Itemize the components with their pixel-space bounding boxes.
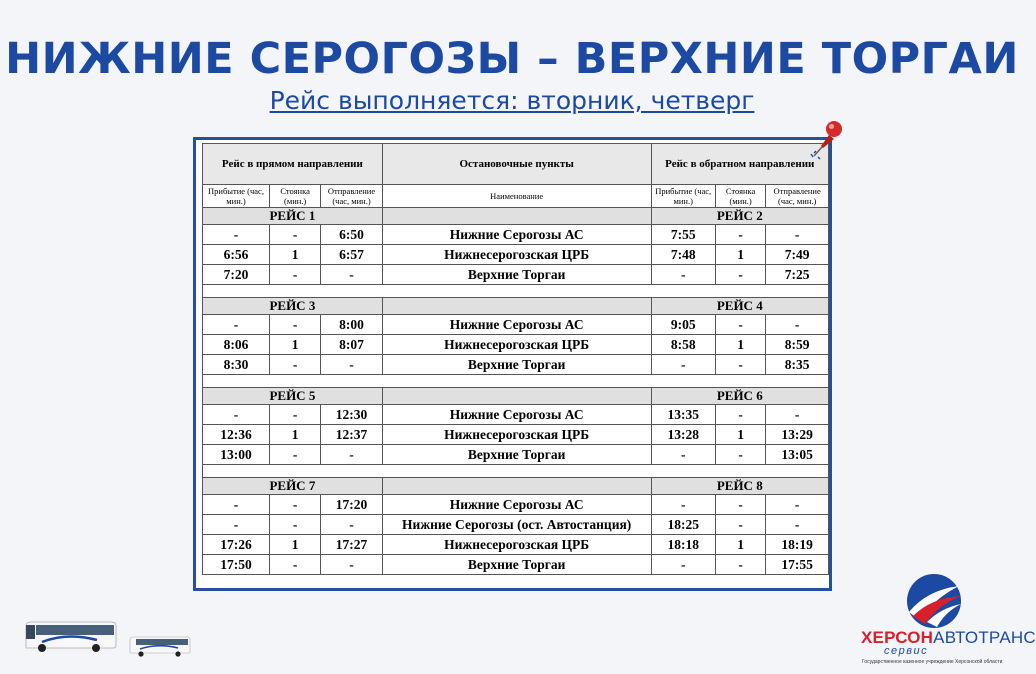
forward-departure-cell: 8:07 [321, 335, 383, 355]
forward-stay-cell: 1 [269, 535, 320, 555]
forward-stay-cell: - [269, 495, 320, 515]
table-row [203, 445, 829, 465]
backward-departure-cell: - [766, 495, 829, 515]
stop-name-cell: Нижние Серогозы АС [382, 405, 651, 425]
stop-name-cell: Верхние Торгаи [382, 265, 651, 285]
table-row [203, 555, 829, 575]
forward-departure-cell: 17:27 [321, 535, 383, 555]
table-row [203, 405, 829, 425]
backward-arrival-cell: 7:55 [651, 225, 715, 245]
forward-stay-cell: - [269, 315, 320, 335]
stop-name-cell: Нижнесерогозская ЦРБ [382, 535, 651, 555]
forward-arrival-cell: - [203, 315, 270, 335]
trip-header-row [203, 208, 829, 225]
table-row [203, 515, 829, 535]
trip-header-row [203, 388, 829, 405]
backward-arrival-cell: - [651, 495, 715, 515]
backward-stay-cell: 1 [715, 425, 765, 445]
table-subheader-row [203, 185, 829, 208]
backward-arrival-cell: - [651, 445, 715, 465]
stop-name-cell: Нижние Серогозы АС [382, 495, 651, 515]
forward-stay-cell: - [269, 405, 320, 425]
backward-stay-cell: - [715, 225, 765, 245]
forward-trip-label: РЕЙС 1 [203, 208, 383, 225]
bus-icon [128, 636, 192, 658]
backward-direction-header: Рейс в обратном направлении [651, 144, 828, 185]
spacer-cell [203, 465, 829, 478]
backward-arrival-cell: 13:28 [651, 425, 715, 445]
table-row [203, 225, 829, 245]
brand-name-red: ХЕРСОН [861, 628, 934, 647]
spacer-row [203, 465, 829, 478]
backward-stay-cell: - [715, 515, 765, 535]
trip-header-blank [382, 208, 651, 225]
backward-departure-cell: 13:29 [766, 425, 829, 445]
schedule-table [202, 143, 829, 575]
backward-departure-cell: 8:59 [766, 335, 829, 355]
spacer-row [203, 375, 829, 388]
stop-name-cell: Верхние Торгаи [382, 355, 651, 375]
spacer-row [203, 285, 829, 298]
forward-departure-cell: - [321, 445, 383, 465]
forward-arrival-cell: 13:00 [203, 445, 270, 465]
forward-stay-cell: - [269, 555, 320, 575]
stops-header: Остановочные пункты [382, 144, 651, 185]
forward-departure-cell: 12:30 [321, 405, 383, 425]
forward-stay-cell: 1 [269, 425, 320, 445]
forward-stay-cell: - [269, 225, 320, 245]
table-row [203, 315, 829, 335]
forward-departure-cell: - [321, 265, 383, 285]
backward-arrival-cell: 18:25 [651, 515, 715, 535]
backward-arrival-header: Прибытие (час, мин.) [651, 185, 715, 208]
bus-icon [22, 620, 118, 654]
table-row [203, 535, 829, 555]
stop-name-cell: Нижние Серогозы АС [382, 225, 651, 245]
backward-departure-cell: 17:55 [766, 555, 829, 575]
backward-stay-cell: - [715, 405, 765, 425]
table-row [203, 265, 829, 285]
forward-arrival-cell: 6:56 [203, 245, 270, 265]
brand-note: Государственное казенное учреждение Херсонской области [862, 659, 1003, 665]
spacer-cell [203, 375, 829, 388]
forward-stay-cell: 1 [269, 335, 320, 355]
backward-stay-cell: - [715, 495, 765, 515]
forward-departure-header: Отправление (час, мин.) [321, 185, 383, 208]
backward-departure-cell: 7:49 [766, 245, 829, 265]
trip-header-row [203, 478, 829, 495]
backward-arrival-cell: 9:05 [651, 315, 715, 335]
backward-stay-cell: - [715, 315, 765, 335]
logo-icon [905, 572, 963, 630]
stop-name-cell: Нижнесерогозская ЦРБ [382, 335, 651, 355]
backward-stay-cell: - [715, 555, 765, 575]
forward-departure-cell: 12:37 [321, 425, 383, 445]
backward-stay-cell: - [715, 265, 765, 285]
backward-departure-header: Отправление (час, мин.) [766, 185, 829, 208]
backward-stay-cell: 1 [715, 245, 765, 265]
forward-departure-cell: - [321, 355, 383, 375]
forward-trip-label: РЕЙС 3 [203, 298, 383, 315]
table-row [203, 335, 829, 355]
backward-stay-cell: 1 [715, 335, 765, 355]
backward-departure-cell: 8:35 [766, 355, 829, 375]
forward-stay-cell: - [269, 265, 320, 285]
trip-header-row [203, 298, 829, 315]
schedule-frame [193, 137, 832, 591]
stop-name-cell: Верхние Торгаи [382, 555, 651, 575]
forward-stay-cell: - [269, 515, 320, 535]
trip-header-blank [382, 388, 651, 405]
forward-arrival-cell: 7:20 [203, 265, 270, 285]
backward-arrival-cell: 18:18 [651, 535, 715, 555]
stop-name-header: Наименование [382, 185, 651, 208]
forward-arrival-cell: - [203, 515, 270, 535]
forward-trip-label: РЕЙС 7 [203, 478, 383, 495]
table-row [203, 495, 829, 515]
forward-arrival-cell: 8:06 [203, 335, 270, 355]
brand-subtitle: сервис [884, 645, 929, 657]
backward-stay-cell: - [715, 355, 765, 375]
trip-header-blank [382, 478, 651, 495]
forward-arrival-cell: 17:50 [203, 555, 270, 575]
backward-arrival-cell: 7:48 [651, 245, 715, 265]
backward-stay-header: Стоянка (мин.) [715, 185, 765, 208]
pushpin-icon [808, 116, 852, 160]
forward-trip-label: РЕЙС 5 [203, 388, 383, 405]
backward-stay-cell: 1 [715, 535, 765, 555]
brand-name-blue: АВТОТРАНС [933, 628, 1036, 647]
forward-stay-cell: - [269, 445, 320, 465]
forward-departure-cell: - [321, 515, 383, 535]
backward-arrival-cell: 8:58 [651, 335, 715, 355]
backward-departure-cell: 18:19 [766, 535, 829, 555]
backward-departure-cell: - [766, 315, 829, 335]
forward-direction-header: Рейс в прямом направлении [203, 144, 383, 185]
backward-departure-cell: 7:25 [766, 265, 829, 285]
backward-departure-cell: - [766, 515, 829, 535]
stop-name-cell: Нижние Серогозы АС [382, 315, 651, 335]
backward-arrival-cell: 13:35 [651, 405, 715, 425]
stop-name-cell: Нижние Серогозы (ост. Автостанция) [382, 515, 651, 535]
backward-trip-label: РЕЙС 6 [651, 388, 828, 405]
backward-arrival-cell: - [651, 265, 715, 285]
page-subtitle: Рейс выполняется: вторник, четверг [269, 86, 755, 115]
backward-trip-label: РЕЙС 8 [651, 478, 828, 495]
forward-departure-cell: 17:20 [321, 495, 383, 515]
forward-stay-header: Стоянка (мин.) [269, 185, 320, 208]
forward-departure-cell: - [321, 555, 383, 575]
forward-stay-cell: - [269, 355, 320, 375]
spacer-cell [203, 285, 829, 298]
backward-stay-cell: - [715, 445, 765, 465]
backward-departure-cell: - [766, 405, 829, 425]
forward-arrival-cell: - [203, 405, 270, 425]
stop-name-cell: Нижнесерогозская ЦРБ [382, 245, 651, 265]
forward-arrival-cell: - [203, 495, 270, 515]
backward-trip-label: РЕЙС 2 [651, 208, 828, 225]
forward-stay-cell: 1 [269, 245, 320, 265]
table-row [203, 355, 829, 375]
forward-arrival-header: Прибытие (час, мин.) [203, 185, 270, 208]
backward-arrival-cell: - [651, 355, 715, 375]
forward-arrival-cell: 12:36 [203, 425, 270, 445]
backward-departure-cell: - [766, 225, 829, 245]
trip-header-blank [382, 298, 651, 315]
forward-arrival-cell: - [203, 225, 270, 245]
backward-trip-label: РЕЙС 4 [651, 298, 828, 315]
backward-arrival-cell: - [651, 555, 715, 575]
forward-departure-cell: 6:50 [321, 225, 383, 245]
table-row [203, 245, 829, 265]
stop-name-cell: Верхние Торгаи [382, 445, 651, 465]
forward-arrival-cell: 17:26 [203, 535, 270, 555]
stop-name-cell: Нижнесерогозская ЦРБ [382, 425, 651, 445]
forward-departure-cell: 6:57 [321, 245, 383, 265]
backward-departure-cell: 13:05 [766, 445, 829, 465]
forward-departure-cell: 8:00 [321, 315, 383, 335]
table-header-row [203, 144, 829, 185]
page-title: НИЖНИЕ СЕРОГОЗЫ – ВЕРХНИЕ ТОРГАИ [5, 34, 1019, 84]
table-row [203, 425, 829, 445]
forward-arrival-cell: 8:30 [203, 355, 270, 375]
